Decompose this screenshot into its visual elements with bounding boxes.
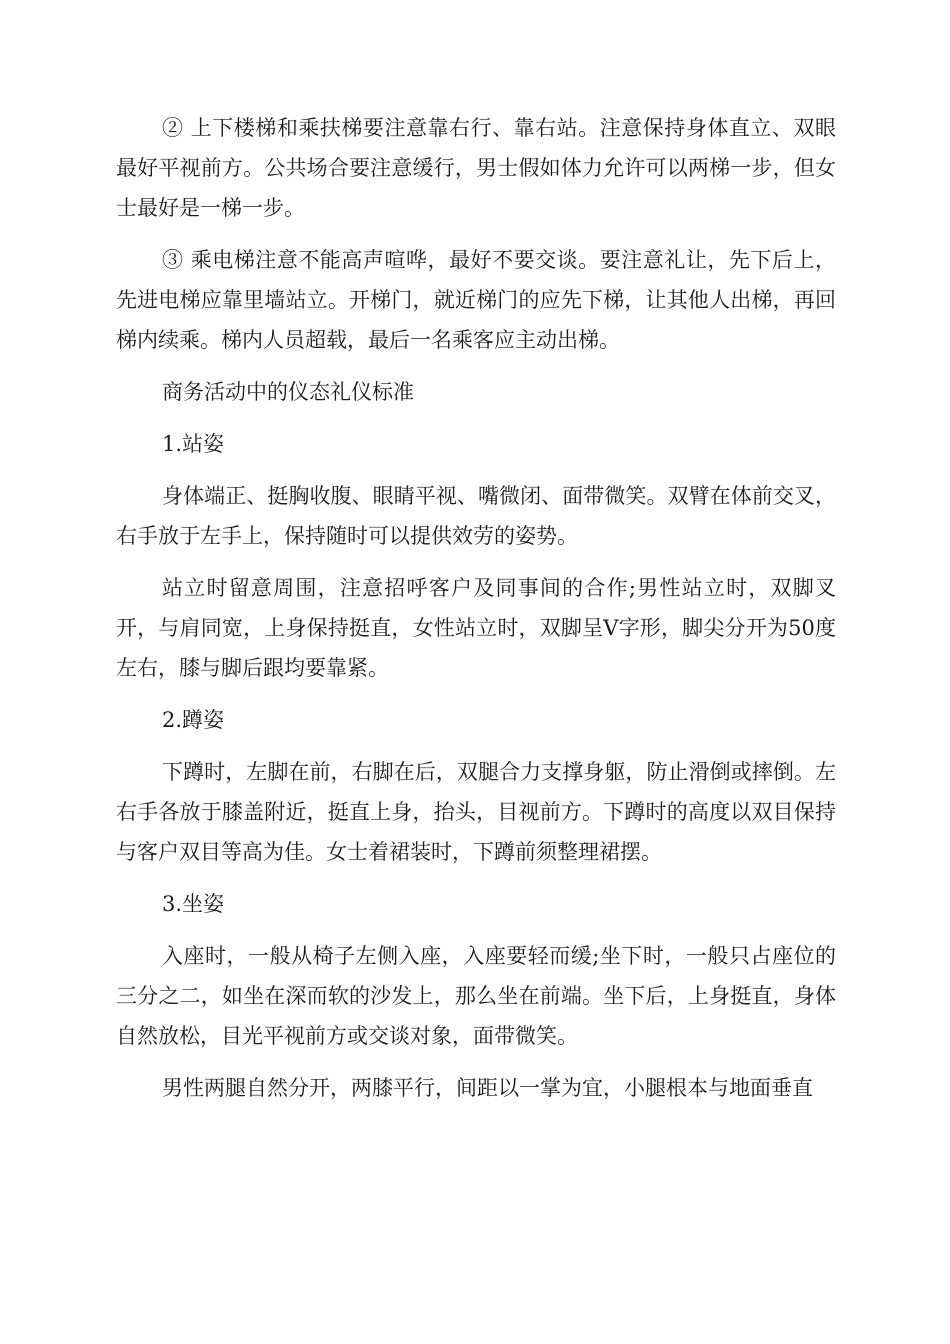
subheading-standing: 1.站姿	[162, 432, 225, 456]
paragraph-sitting-men: 男性两腿自然分开，两膝平行，间距以一掌为宜，小腿根本与地面垂直	[162, 1076, 813, 1100]
paragraph-standing-posture: 身体端正、挺胸收腹、眼睛平视、嘴微闭、面带微笑。双臂在体前交叉，右手放于左手上，保持随时可以提供效劳的姿势。	[116, 484, 836, 548]
paragraph-standing-details: 站立时留意周围，注意招呼客户及同事间的合作;男性站立时，双脚叉开，与肩同宽，上身保持挺直，女性站立时，双脚呈V字形，脚尖分开为50度左右，膝与脚后跟均要靠紧。	[116, 576, 836, 680]
document-body	[116, 108, 836, 1120]
subheading-sitting: 3.坐姿	[162, 892, 225, 916]
paragraph-elevator: ③ 乘电梯注意不能高声喧哗，最好不要交谈。要注意礼让，先下后上，先进电梯应靠里墙站立。开梯门，就近梯门的应先下梯，让其他人出梯，再回梯内续乘。梯内人员超载，最后一名乘客应主动出梯。	[116, 248, 836, 352]
section-heading-deportment: 商务活动中的仪态礼仪标准	[162, 380, 414, 404]
paragraph-stairs-escalator: ② 上下楼梯和乘扶梯要注意靠右行、靠右站。注意保持身体直立、双眼最好平视前方。公共场合要注意缓行，男士假如体力允许可以两梯一步，但女士最好是一梯一步。	[116, 116, 836, 220]
paragraph-sitting: 入座时，一般从椅子左侧入座，入座要轻而缓;坐下时，一般只占座位的三分之二，如坐在深而软的沙发上，那么坐在前端。坐下后，上身挺直，身体自然放松，目光平视前方或交谈对象，面带微笑。	[116, 944, 836, 1048]
paragraph-squatting: 下蹲时，左脚在前，右脚在后，双腿合力支撑身躯，防止滑倒或摔倒。左右手各放于膝盖附近，挺直上身，抬头，目视前方。下蹲时的高度以双目保持与客户双目等高为佳。女士着裙装时，下蹲前须整理裙摆。	[116, 760, 836, 864]
subheading-squatting: 2.蹲姿	[162, 708, 225, 732]
